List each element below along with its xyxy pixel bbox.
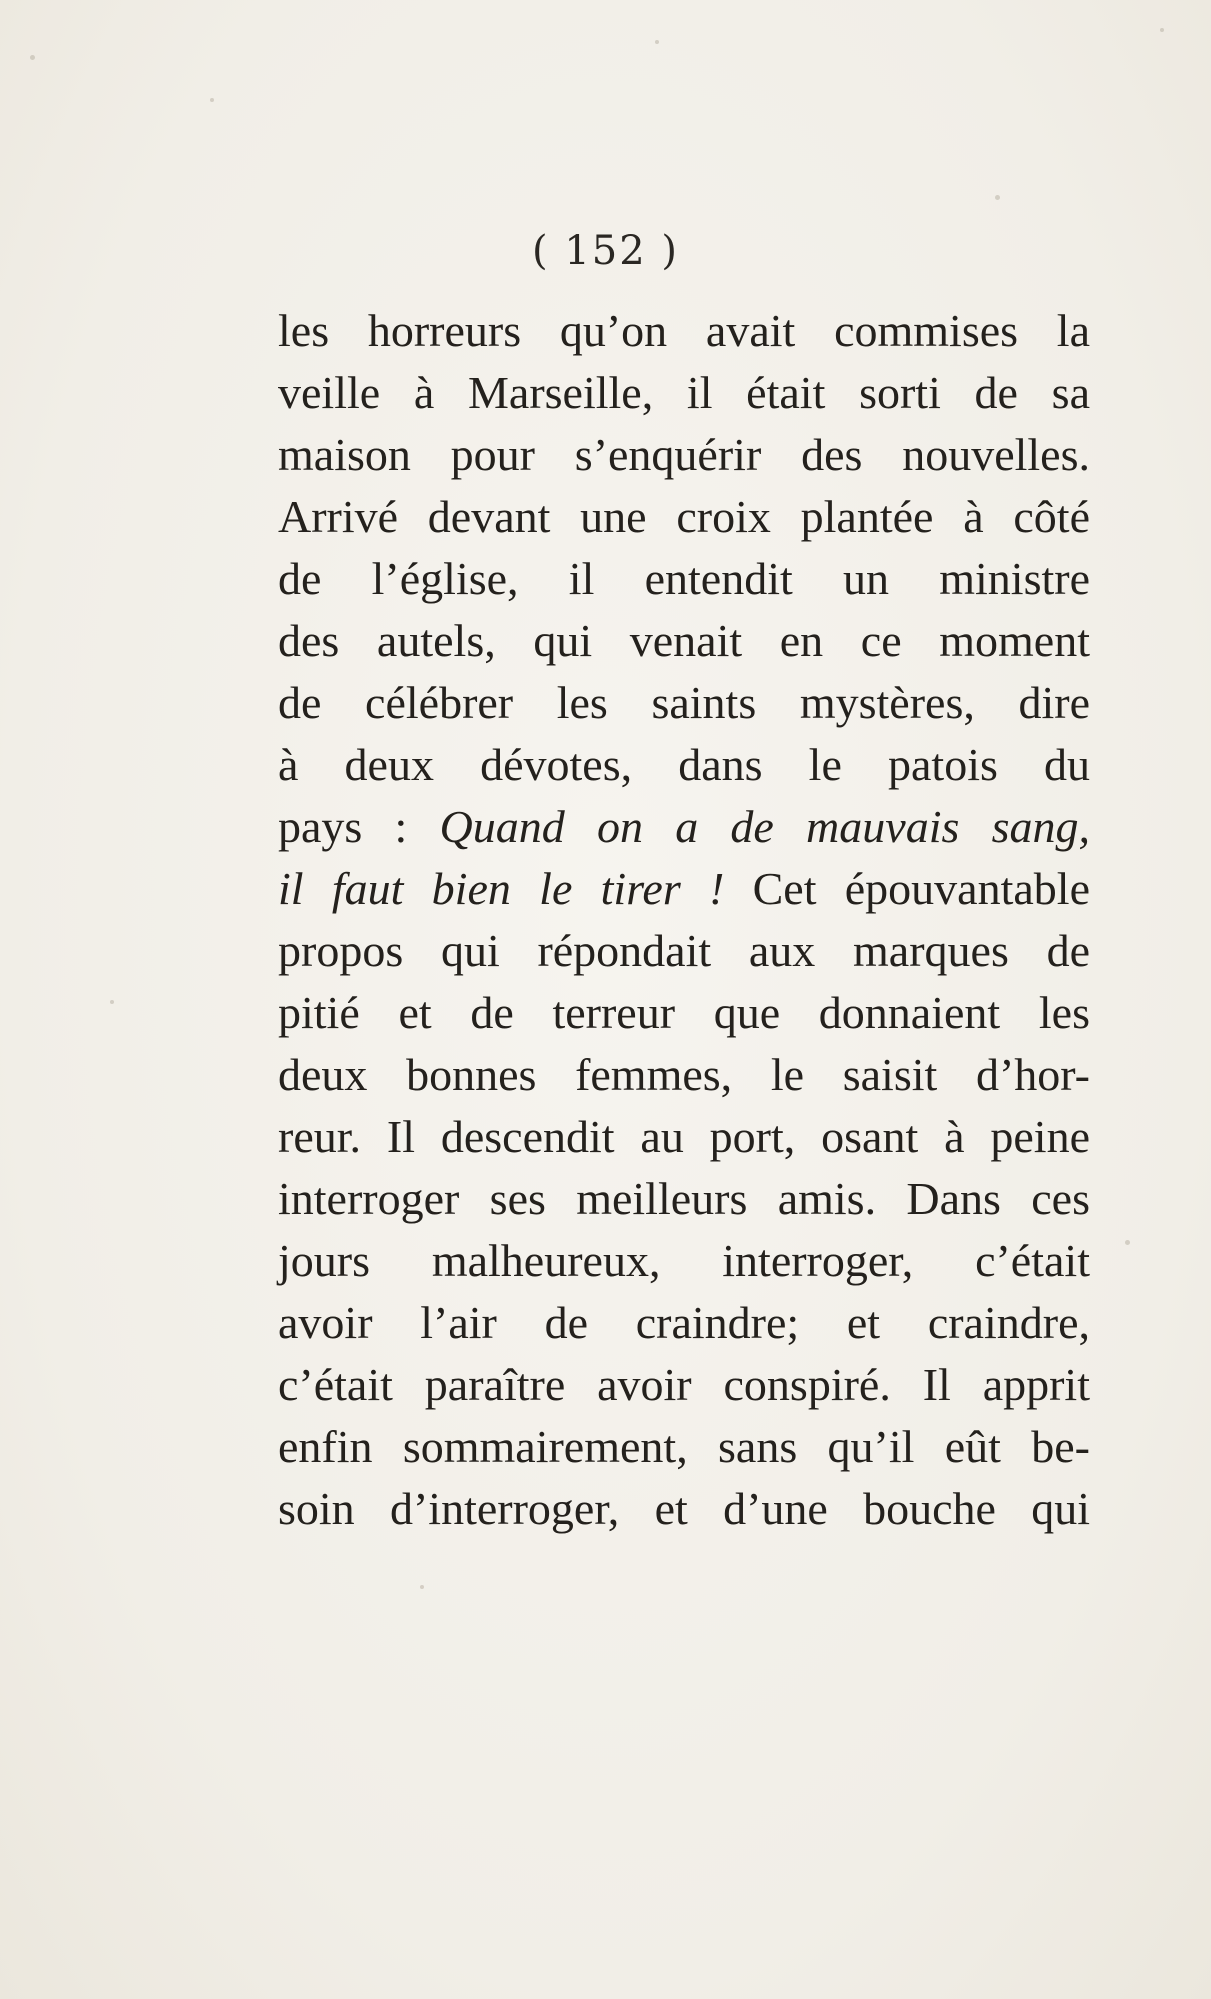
text-line: avoir l’air de craindre; et craindre, bbox=[278, 1297, 1090, 1348]
body-text bbox=[278, 300, 1090, 1540]
text-line: veille à Marseille, il était sorti de sa bbox=[278, 367, 1090, 418]
text-line: reur. Il descendit au port, osant à peine bbox=[278, 1111, 1090, 1162]
text-line: jours malheureux, interroger, c’était bbox=[278, 1235, 1090, 1286]
text-line: de l’église, il entendit un ministre bbox=[278, 553, 1090, 604]
text-line: propos qui répondait aux marques de bbox=[278, 925, 1090, 976]
italic-quote: Quand on a de mauvais sang, bbox=[439, 801, 1090, 852]
text-line: deux bonnes femmes, le saisit d’hor- bbox=[278, 1049, 1090, 1100]
text-line: pays : Quand on a de mauvais sang, bbox=[278, 801, 1090, 852]
text-line: enfin sommairement, sans qu’il eût be- bbox=[278, 1421, 1090, 1472]
text-line: interroger ses meilleurs amis. Dans ces bbox=[278, 1173, 1090, 1224]
paper-speck bbox=[995, 195, 1000, 200]
paper-speck bbox=[110, 1000, 114, 1004]
text-line: c’était paraître avoir conspiré. Il apprit bbox=[278, 1359, 1090, 1410]
text-line: de célébrer les saints mystères, dire bbox=[278, 677, 1090, 728]
paper-speck bbox=[210, 98, 214, 102]
text-line: à deux dévotes, dans le patois du bbox=[278, 739, 1090, 790]
page-number: ( 152 ) bbox=[532, 228, 679, 274]
paper-speck bbox=[655, 40, 659, 44]
text-line: des autels, qui venait en ce moment bbox=[278, 615, 1090, 666]
text-line: les horreurs qu’on avait commises la bbox=[278, 305, 1090, 356]
text-line: Arrivé devant une croix plantée à côté bbox=[278, 491, 1090, 542]
text-line: maison pour s’enquérir des nouvelles. bbox=[278, 429, 1090, 480]
paper-speck bbox=[420, 1585, 424, 1589]
text-line: il faut bien le tirer ! Cet épouvantable bbox=[278, 863, 1090, 914]
paper-speck bbox=[1160, 28, 1164, 32]
text-line: pitié et de terreur que donnaient les bbox=[278, 987, 1090, 1038]
paper-speck bbox=[1125, 1240, 1130, 1245]
paper-speck bbox=[30, 55, 35, 60]
text-line: soin d’interroger, et d’une bouche qui bbox=[278, 1483, 1090, 1534]
italic-quote: il faut bien le tirer ! bbox=[278, 863, 725, 914]
